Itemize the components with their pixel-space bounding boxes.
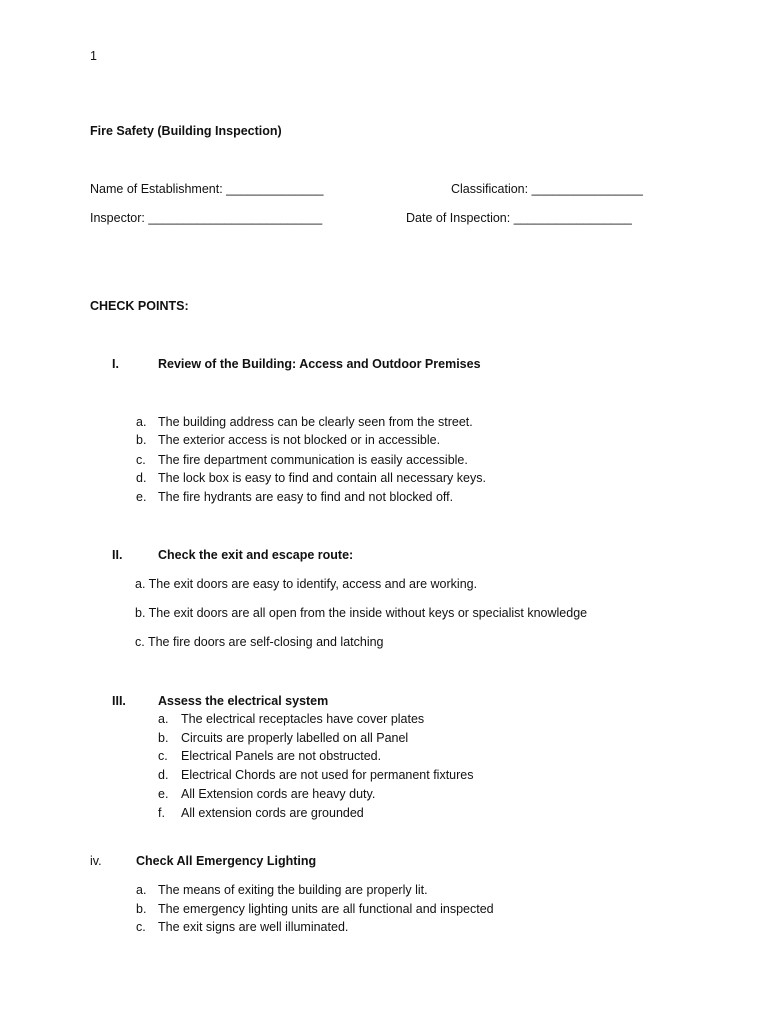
item-text: Electrical Chords are not used for permanent fixtures: [181, 768, 474, 782]
item-text: The exit signs are well illuminated.: [158, 920, 349, 934]
section-heading: Review of the Building: Access and Outdoor Premises: [158, 357, 481, 371]
item-text: Electrical Panels are not obstructed.: [181, 749, 382, 763]
section-numeral: III.: [112, 694, 126, 708]
item-text: The electrical receptacles have cover plates: [181, 712, 425, 726]
section-heading: Check All Emergency Lighting: [136, 854, 317, 868]
item-text: Circuits are properly labelled on all Panel: [181, 731, 409, 745]
inspector-field: Inspector: _________________________: [90, 211, 323, 225]
section-numeral: iv.: [90, 854, 102, 868]
item-text: The fire department communication is easily accessible.: [158, 453, 468, 467]
section-heading: Check the exit and escape route:: [158, 548, 354, 562]
item-letter: c.: [158, 749, 168, 763]
checkpoints-heading: CHECK POINTS:: [90, 299, 189, 313]
item-letter: b.: [136, 902, 147, 916]
list-item: a. The exit doors are easy to identify, access and are working.: [135, 577, 478, 591]
item-letter: e.: [136, 490, 147, 504]
item-text: The fire hydrants are easy to find and not blocked off.: [158, 490, 454, 504]
list-item: c. The fire doors are self-closing and latching: [135, 635, 384, 649]
item-letter: d.: [158, 768, 169, 782]
list-item: b. The exit doors are all open from the inside without keys or specialist knowledge: [135, 606, 588, 620]
item-letter: e.: [158, 787, 169, 801]
section-heading: Assess the electrical system: [158, 694, 329, 708]
page-number: 1: [90, 49, 97, 63]
item-text: The emergency lighting units are all functional and inspected: [158, 902, 494, 916]
classification-field: Classification: ________________: [451, 182, 643, 196]
item-letter: f.: [158, 806, 165, 820]
item-text: The exterior access is not blocked or in accessible.: [158, 433, 441, 447]
item-text: All Extension cords are heavy duty.: [181, 787, 376, 801]
item-text: The lock box is easy to find and contain all necessary keys.: [158, 471, 486, 485]
establishment-field: Name of Establishment: ______________: [90, 182, 324, 196]
item-letter: a.: [136, 883, 147, 897]
item-text: The building address can be clearly seen from the street.: [158, 415, 473, 429]
item-letter: b.: [136, 433, 147, 447]
item-letter: c.: [136, 453, 146, 467]
item-letter: c.: [136, 920, 146, 934]
section-numeral: II.: [112, 548, 123, 562]
inspection-date-field: Date of Inspection: _________________: [406, 211, 632, 225]
item-letter: b.: [158, 731, 169, 745]
item-text: The means of exiting the building are properly lit.: [158, 883, 428, 897]
item-letter: a.: [136, 415, 147, 429]
item-text: All extension cords are grounded: [181, 806, 364, 820]
section-numeral: I.: [112, 357, 119, 371]
item-letter: d.: [136, 471, 147, 485]
document-title: Fire Safety (Building Inspection): [90, 124, 282, 138]
item-letter: a.: [158, 712, 169, 726]
